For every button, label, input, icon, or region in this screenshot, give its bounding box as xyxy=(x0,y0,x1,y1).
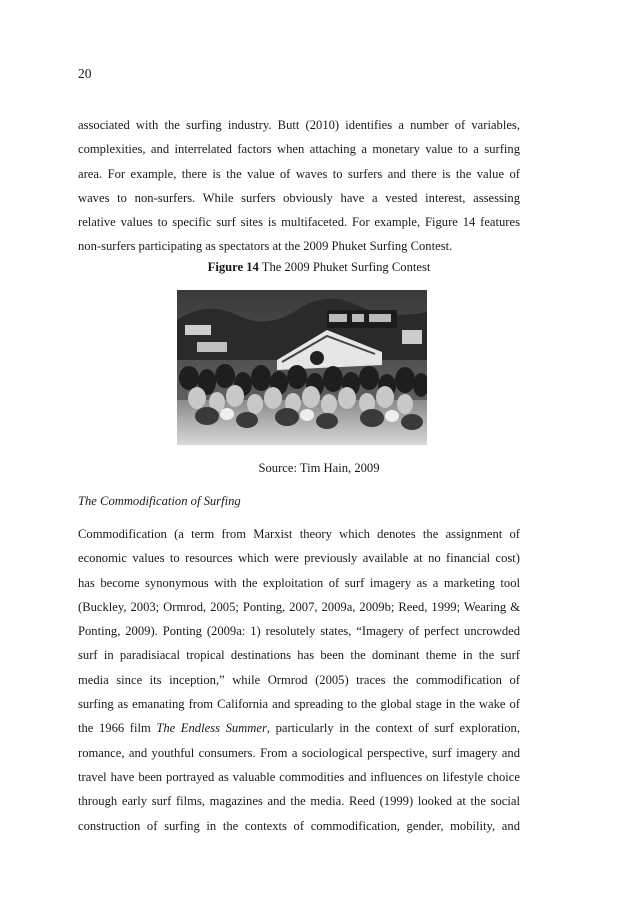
paragraph-2 xyxy=(78,522,520,838)
paragraph-line: romance, and youthful consumers. From a sociological perspective, surf imagery and xyxy=(78,745,520,760)
paragraph-line: construction of surfing in the contexts of commodification, gender, mobility, and xyxy=(78,818,520,833)
paragraph-line: surf in paradisiacal tropical destinations has been the dominant theme in the surf xyxy=(78,648,520,663)
section-heading: The Commodification of Surfing xyxy=(78,494,241,508)
figure-photo-surf-spectators xyxy=(177,290,427,445)
figure-title: The 2009 Phuket Surfing Contest xyxy=(258,260,431,274)
paragraph-line-with-film-title xyxy=(78,716,520,740)
film-title: The Endless Summer xyxy=(156,721,267,736)
paragraph-line: surfing as emanating from California and spreading to the global stage in the wake of xyxy=(78,697,520,712)
text-fragment: the 1966 film xyxy=(78,721,157,736)
paragraph-line: waves to non-surfers. While surfers obviously have a vested interest, assessing xyxy=(78,190,520,205)
paragraph-line: associated with the surfing industry. Butt (2010) identifies a number of variables, xyxy=(78,118,520,132)
photo-illustration xyxy=(177,290,427,445)
paragraph-line: complexities, and interrelated factors when attaching a monetary value to a surfing xyxy=(78,142,520,157)
figure-caption xyxy=(0,260,638,275)
paragraph-line: through early surf films, magazines and the media. Reed (1999) looked at the social xyxy=(78,794,520,809)
paragraph-line: Ponting, 2009). Ponting (2009a: 1) resolutely states, “Imagery of perfect uncrowded xyxy=(78,624,520,639)
text-fragment: , particularly in the context of surf exploration, xyxy=(266,721,520,736)
figure-source: Source: Tim Hain, 2009 xyxy=(258,461,380,475)
page-number: 20 xyxy=(78,66,92,81)
paragraph-line: non-surfers participating as spectators at the 2009 Phuket Surfing Contest. xyxy=(78,239,453,254)
paragraph-line: (Buckley, 2003; Ormrod, 2005; Ponting, 2007, 2009a, 2009b; Reed, 1999; Wearing & xyxy=(78,599,520,614)
paragraph-line: economic values to resources which were previously available at no financial cost) xyxy=(78,551,520,566)
paragraph-line: relative values to specific surf sites is multifaceted. For example, Figure 14 features xyxy=(78,215,520,230)
paragraph-1 xyxy=(78,113,520,259)
paragraph-line: Commodification (a term from Marxist theory which denotes the assignment of xyxy=(78,527,520,541)
paragraph-line: travel have been portrayed as valuable commodities and influences on lifestyle choice xyxy=(78,769,520,784)
paragraph-line: area. For example, there is the value of waves to surfers and there is the value of xyxy=(78,166,520,181)
figure-label: Figure 14 xyxy=(207,260,259,274)
paragraph-line: has become synonymous with the exploitation of surf imagery as a marketing tool xyxy=(78,575,520,590)
paragraph-line: media since its inception,” while Ormrod (2005) traces the commodification of xyxy=(78,672,520,687)
